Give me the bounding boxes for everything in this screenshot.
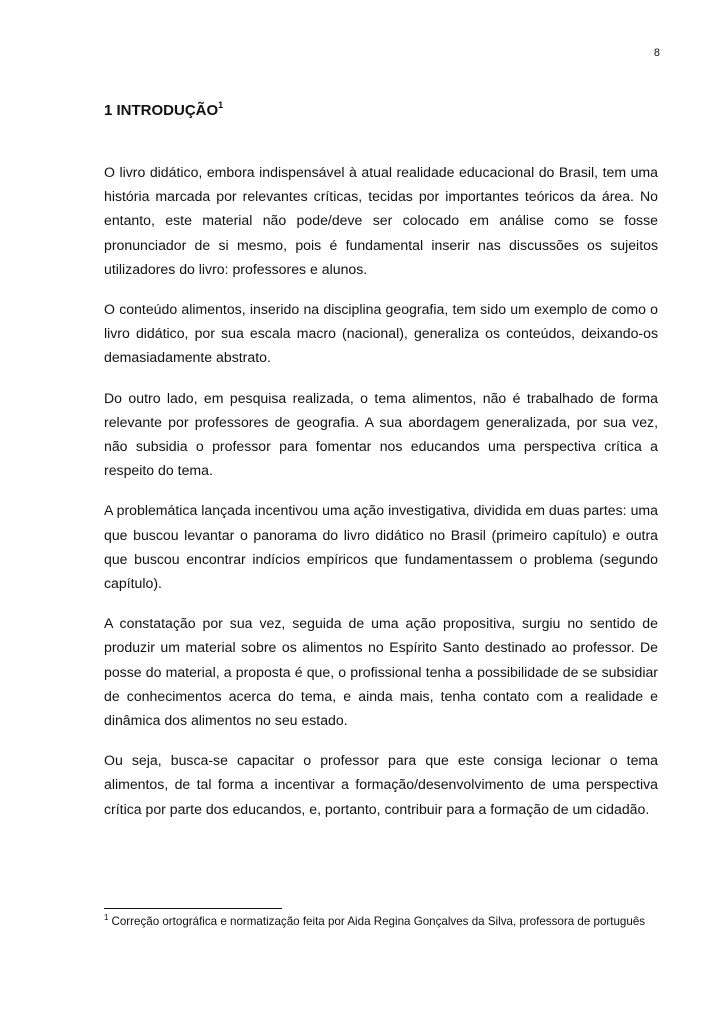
paragraph-6: Ou seja, busca-se capacitar o professor para que este consiga lecionar o tema alimentos, de tal forma a incentivar a formação/desenvolvimento de uma perspectiva crítica por parte dos educandos, e, portanto, contribuir para a formação de um cidadão. xyxy=(104,752,658,817)
footnote-mark: 1 xyxy=(104,913,109,923)
heading-footnote-mark: 1 xyxy=(218,100,224,110)
paragraph-5: A constatação por sua vez, seguida de uma ação propositiva, surgiu no sentido de produzir um material sobre os alimentos no Espírito Santo destinado ao professor. De posse do material, a proposta é que, o profissional tenha a possibilidade de se subsidiar de conhecimentos acerca do tema, e ainda mais, tenha contato com a realidade e dinâmica dos alimentos no seu estado. xyxy=(104,615,658,729)
footnote xyxy=(104,914,658,930)
page-number: 8 xyxy=(653,47,660,59)
section-heading xyxy=(104,100,223,122)
paragraph-1: O livro didático, embora indispensável à atual realidade educacional do Brasil, tem uma história marcada por relevantes críticas, tecidas por importantes teóricos da área. No entanto, este material não pode/deve ser colocado em análise como se fosse pronunciador de si mesmo, pois é fundamental inserir nas discussões os sujeitos utilizadores do livro: professores e alunos. xyxy=(104,164,658,277)
footnote-text: Correção ortográfica e normatização feita por Aida Regina Gonçalves da Silva, professora de português xyxy=(111,915,646,928)
paragraph-4: A problemática lançada incentivou uma ação investigativa, dividida em duas partes: uma que buscou levantar o panorama do livro didático no Brasil (primeiro capítulo) e outra que buscou encontrar indícios empíricos que fundamentassem o problema (segundo capítulo). xyxy=(104,502,658,592)
body-text xyxy=(104,160,658,837)
paragraph-3: Do outro lado, em pesquisa realizada, o tema alimentos, não é trabalhado de forma relevante por professores de geografia. A sua abordagem generalizada, por sua vez, não subsidia o professor para fomentar nos educandos uma perspectiva crítica a respeito do tema. xyxy=(104,389,658,479)
heading-text: 1 INTRODUÇÃO xyxy=(104,102,219,119)
footnote-divider xyxy=(104,908,282,909)
paragraph-2: O conteúdo alimentos, inserido na disciplina geografia, tem sido um exemplo de como o livro didático, por sua escala macro (nacional), generaliza os conteúdos, deixando-os demasiadamente abstrato. xyxy=(104,301,658,366)
